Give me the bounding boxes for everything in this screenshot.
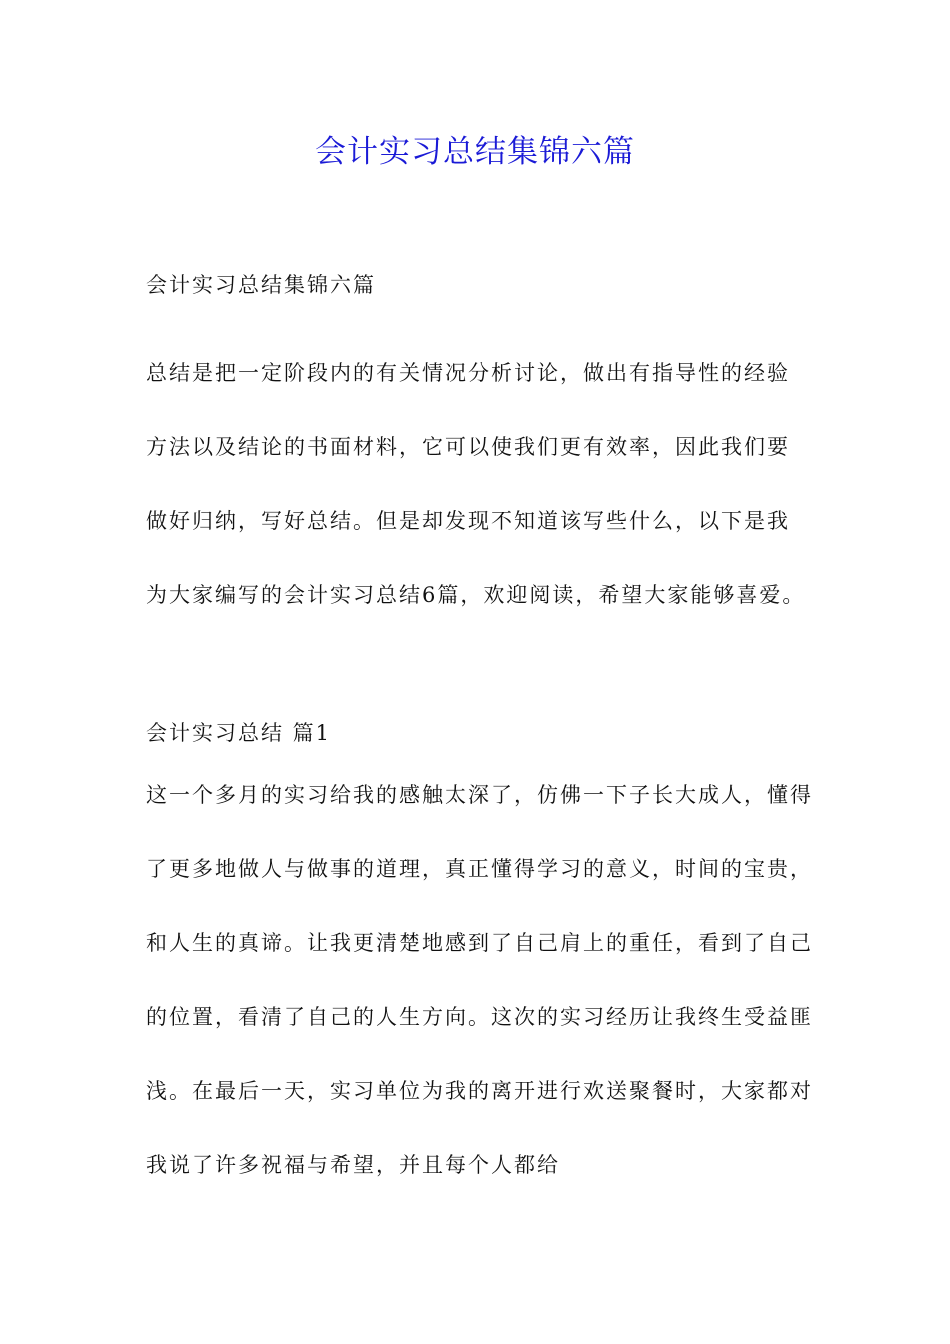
document-subtitle: 会计实习总结集锦六篇 xyxy=(146,273,376,297)
section-1-heading: 会计实习总结 篇1 xyxy=(146,721,332,745)
section-1-paragraph: 这一个多月的实习给我的感触太深了，仿佛一下子长大成人，懂得了更多地做人与做事的道理，真正懂得学习的意义，时间的宝贵，和人生的真谛。让我更清楚地感到了自己肩上的重任，看到了自己的位置，看清了自己的人生方向。这次的实习经历让我终生受益匪浅。在最后一天，实习单位为我的离开进行欢送聚餐时，大家都对我说了许多祝福与希望，并且每个人都给 xyxy=(146,783,813,1177)
intro-paragraph: 总结是把一定阶段内的有关情况分析讨论，做出有指导性的经验方法以及结论的书面材料，它可以使我们更有效率，因此我们要做好归纳，写好总结。但是却发现不知道该写些什么，以下是我为大家编写的会计实习总结6篇，欢迎阅读，希望大家能够喜爱。 xyxy=(146,361,806,607)
document-title: 会计实习总结集锦六篇 xyxy=(315,134,635,170)
